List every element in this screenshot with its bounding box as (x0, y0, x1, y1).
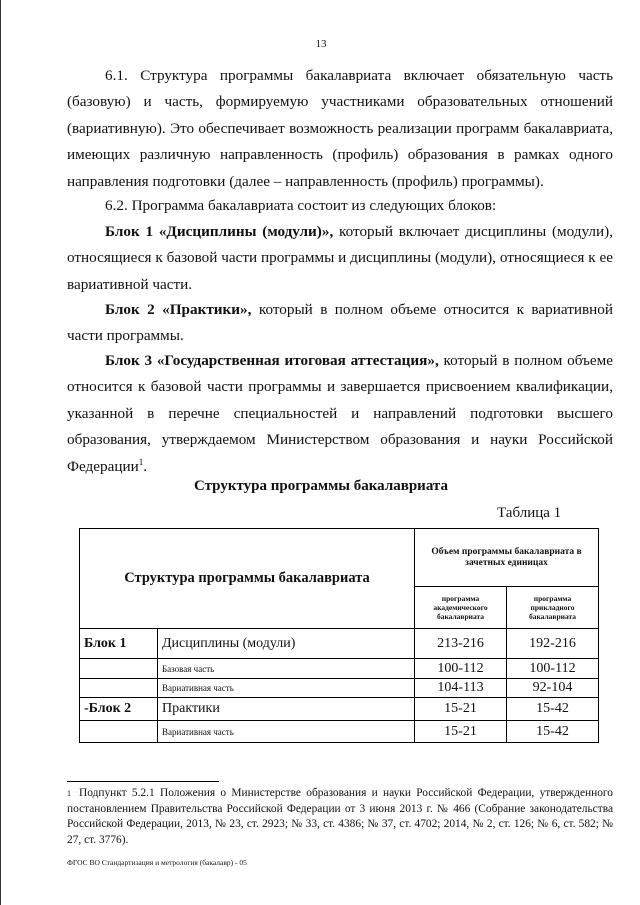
section-name-cell: Вариативная часть (158, 679, 415, 698)
header-structure: Структура программы бакалавриата (80, 529, 415, 629)
academic-value-cell: 15-21 (415, 698, 507, 721)
header-academic: программа академического бакалавриата (415, 587, 507, 629)
applied-value-cell: 15-42 (507, 721, 599, 743)
paragraph-6-2 (67, 193, 613, 219)
table-row (80, 721, 599, 743)
section-name-cell: Практики (158, 698, 415, 721)
section-name-cell: Базовая часть (158, 659, 415, 679)
paragraph-6-1-text: 6.1. Структура программы бакалавриата включает обязательную часть (базовую) и часть, формируемую участниками образовательных отношений (вариативную). Это обеспечивает возможность реализации программ бакалавриата, имеющих различную направленность (профиль) образования в рамках одного направления подготовки (далее – направленность (профиль) программы). (67, 67, 613, 190)
table-label: Таблица 1 (497, 505, 562, 521)
applied-value-cell: 92-104 (507, 679, 599, 698)
block-2-text: который в полном объеме относится к вариативной части программы. (67, 301, 613, 345)
applied-value-cell: 15-42 (507, 698, 599, 721)
applied-value-cell: 100-112 (507, 659, 599, 679)
paragraph-block-2 (67, 297, 613, 350)
block-3-text: который в полном объеме относится к базовой части программы и завершается присвоением квалификации, указанной в перечне специальностей и направлений подготовки высшего образования, утверждаемом Министерством образования и науки Российской Федерации (67, 352, 613, 475)
footnote-text: Подпункт 5.2.1 Положения о Министерстве образования и науки Российской Федерации, утвержденного постановлением Правительства Российской Федерации от 3 июня 2013 г. № 466 (Собрание законодательства Российской Федерации, 2013, № 23, ст. 2923; № 33, ст. 4386; № 37, ст. 4702; 2014, № 2, ст. 126; № 6, ст. 582; № 27, ст. 3776). (67, 787, 613, 846)
academic-value-cell: 104-113 (415, 679, 507, 698)
table-header-row (80, 529, 599, 587)
table-row (80, 698, 599, 721)
applied-value-cell: 192-216 (507, 629, 599, 659)
page-footer: ФГОС ВО Стандартизация и метрология (бакалавр) - 05 (67, 858, 247, 867)
section-name-cell: Вариативная часть (158, 721, 415, 743)
table-row (80, 659, 599, 679)
section-name-cell: Дисциплины (модули) (158, 629, 415, 659)
academic-value-cell: 213-216 (415, 629, 507, 659)
paragraph-block-1 (67, 219, 613, 298)
block-1-title: Блок 1 «Дисциплины (модули)», (105, 223, 334, 240)
table-row (80, 679, 599, 698)
footnote (67, 786, 613, 848)
academic-value-cell: 15-21 (415, 721, 507, 743)
paragraph-6-2-text: 6.2. Программа бакалавриата состоит из следующих блоков: (105, 197, 497, 214)
paragraph-block-3: Блок 3 «Государственная итоговая аттестация», который в полном объеме относится к базовой части программы и завершается присвоением квалификации, указанной в перечне специальностей и направлений подготовки высшего образования, утверждаемом Министерством образования и науки Российской Федерации$^1$. (67, 352, 613, 475)
footnote-separator (67, 781, 219, 782)
paragraph-6-1 (67, 63, 613, 195)
header-volume: Объем программы бакалавриата в зачетных единицах (415, 529, 599, 587)
block-cell (80, 721, 158, 743)
block-cell (80, 679, 158, 698)
block-cell: Блок 1 (80, 629, 158, 659)
block-1-text: который включает дисциплины (модули), относящиеся к базовой части программы и дисциплины (модули), относящиеся к ее вариативной части. (67, 223, 613, 293)
table-row (80, 629, 599, 659)
block-cell (80, 659, 158, 679)
program-structure-table (79, 528, 599, 743)
block-3-title: Блок 3 «Государственная итоговая аттестация», (105, 352, 439, 369)
academic-value-cell: 100-112 (415, 659, 507, 679)
page-number: 13 (315, 38, 327, 50)
header-applied: программа прикладного бакалавриата (507, 587, 599, 629)
footnote-reference[interactable]: 1 (138, 456, 144, 467)
table-title: Структура программы бакалавриата (194, 478, 448, 494)
footnote-mark: 1 (67, 789, 71, 798)
block-2-title: Блок 2 «Практики», (105, 301, 252, 318)
block-cell: -Блок 2 (80, 698, 158, 721)
